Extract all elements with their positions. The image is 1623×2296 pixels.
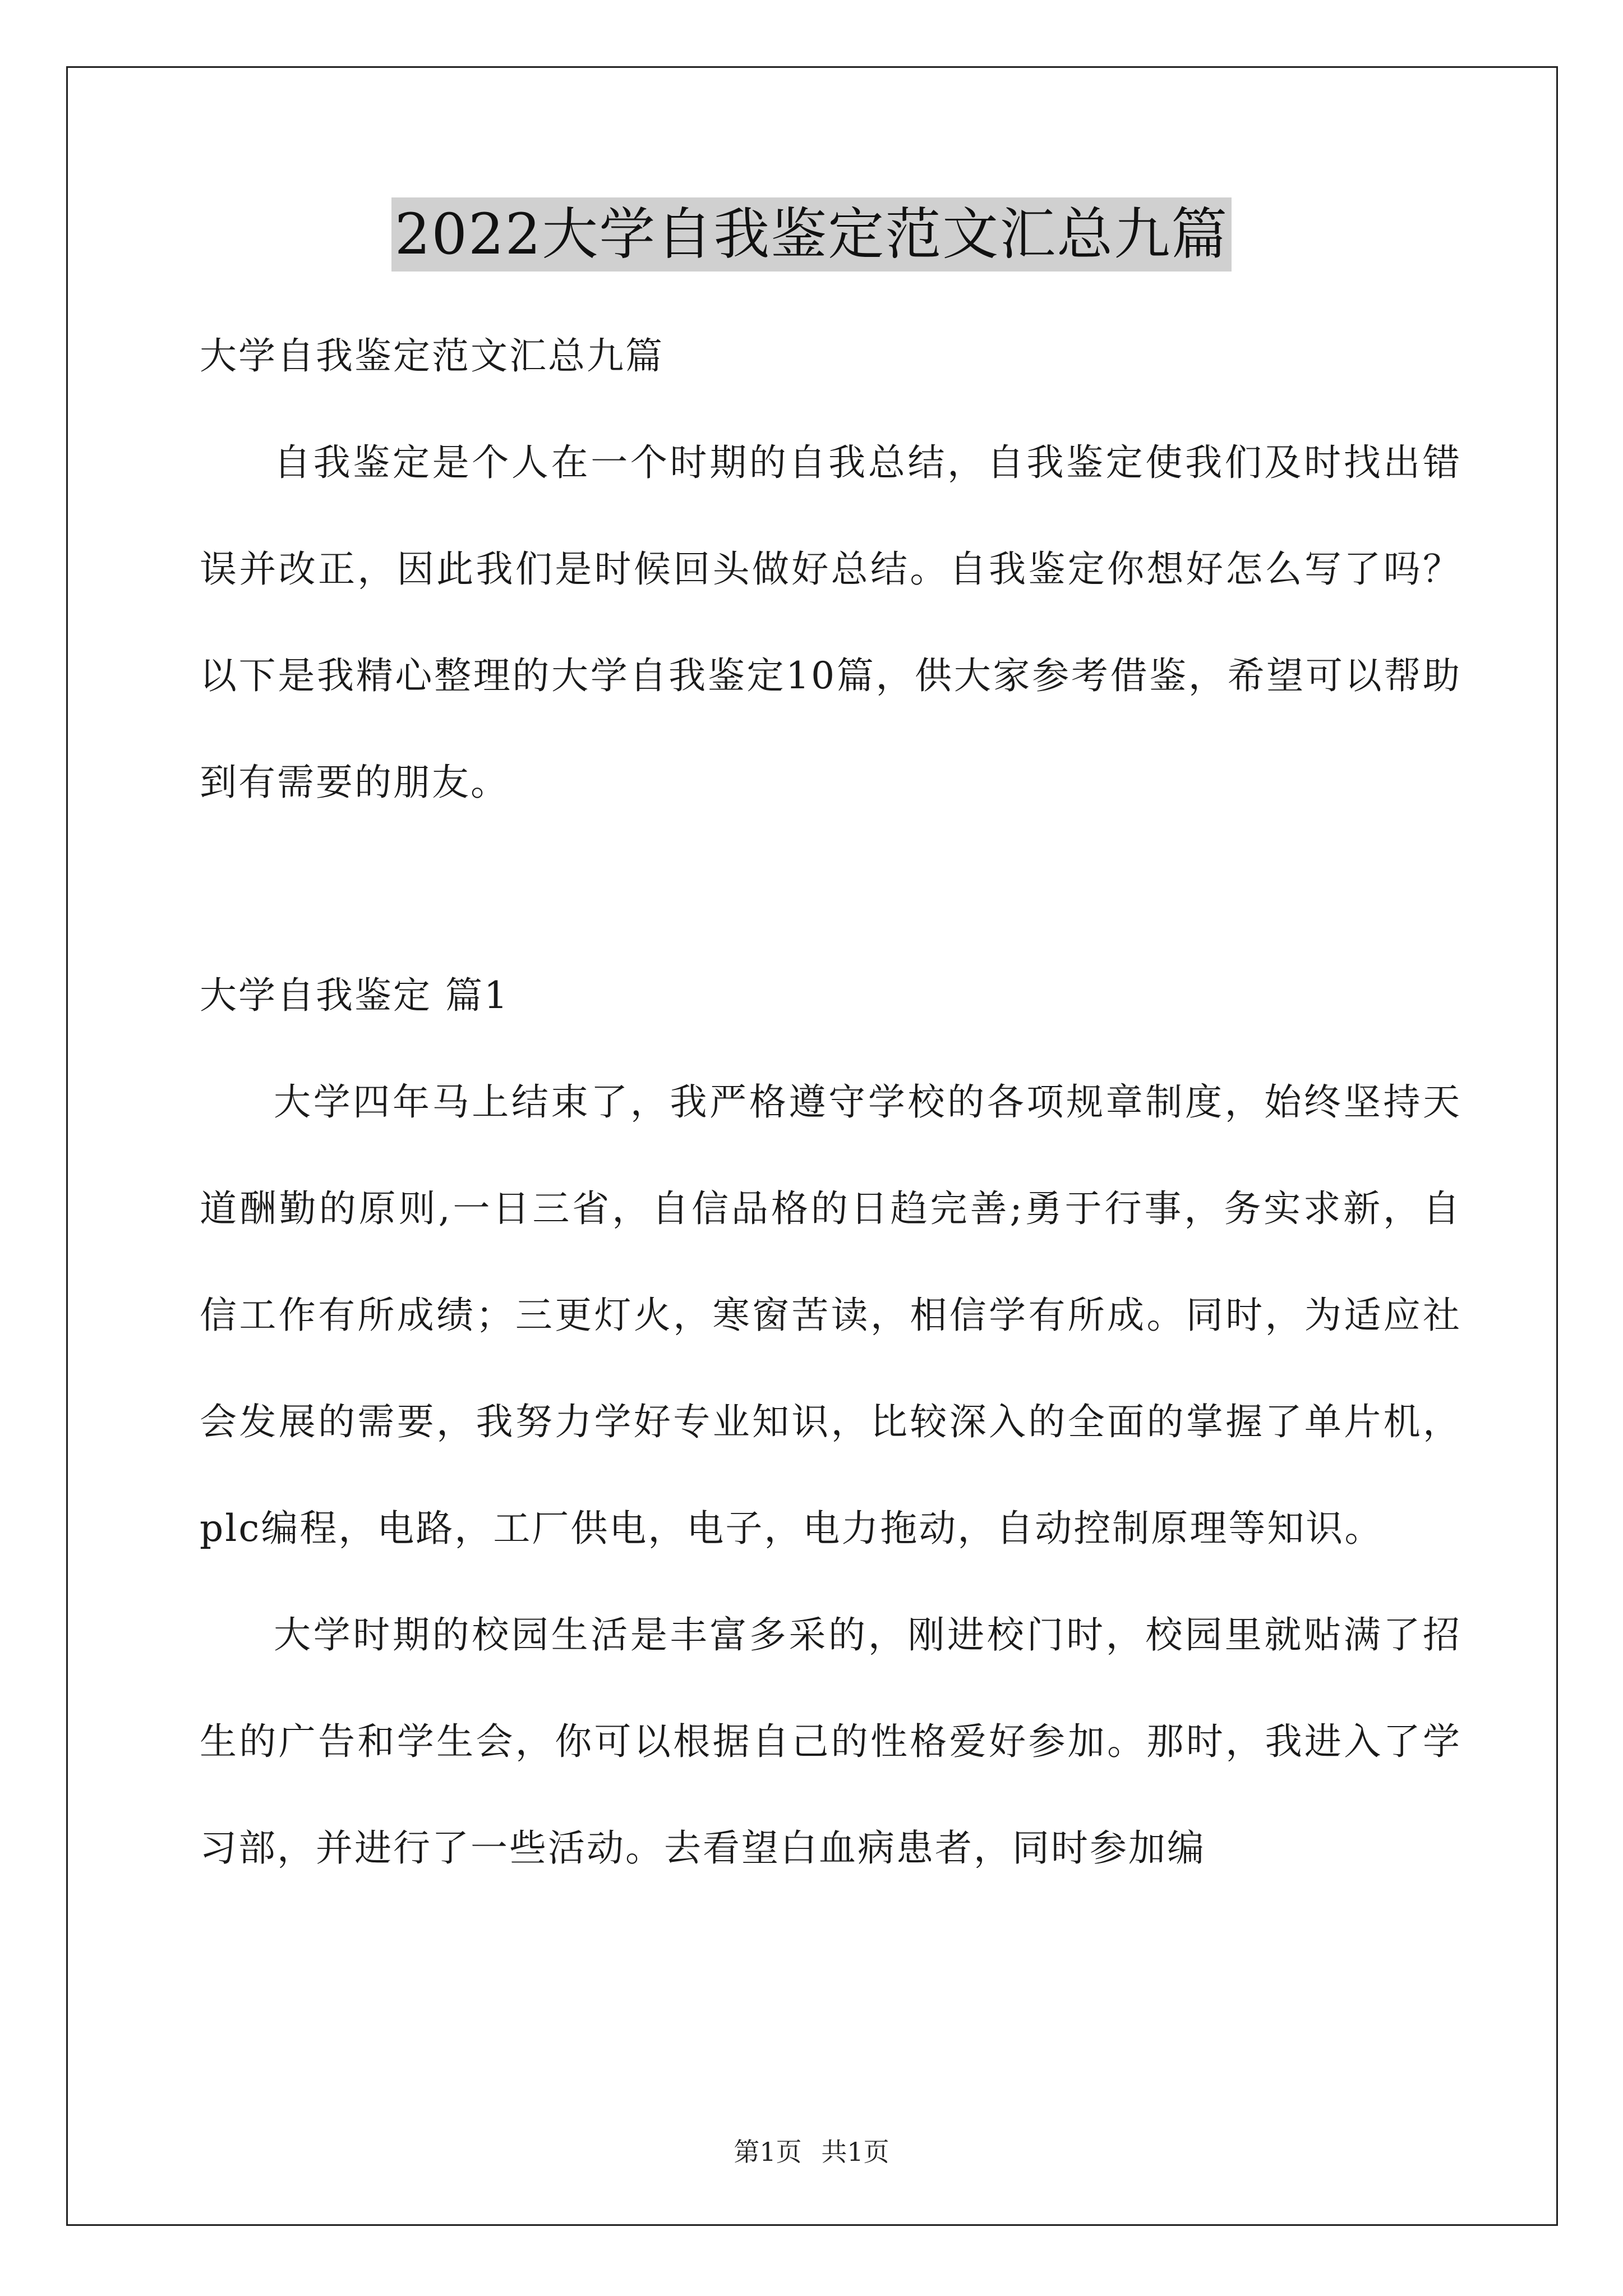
document-body: [200, 303, 1461, 1902]
page-footer: [0, 2132, 1623, 2169]
title-container: [0, 197, 1623, 272]
document-title: 2022大学自我鉴定范文汇总九篇: [391, 197, 1232, 272]
page-total: 共1页: [821, 2137, 889, 2167]
section-spacer: [200, 836, 1461, 942]
intro-paragraph: 自我鉴定是个人在一个时期的自我总结，自我鉴定使我们及时找出错误并改正，因此我们是时候回头做好总结。自我鉴定你想好怎么写了吗？以下是我精心整理的大学自我鉴定10篇，供大家参考借鉴，希望可以帮助到有需要的朋友。: [200, 441, 1461, 804]
body-paragraph: 大学时期的校园生活是丰富多采的，刚进校门时，校园里就贴满了招生的广告和学生会，你可以根据自己的性格爱好参加。那时，我进入了学习部，并进行了一些活动。去看望白血病患者，同时参加编: [200, 1613, 1461, 1870]
page-number: 第1页: [734, 2137, 802, 2167]
document-subtitle: 大学自我鉴定范文汇总九篇: [200, 334, 664, 378]
section-heading: 大学自我鉴定 篇1: [200, 974, 509, 1017]
body-paragraph: 大学四年马上结束了，我严格遵守学校的各项规章制度，始终坚持天道酬勤的原则,一日三省，自信品格的日趋完善;勇于行事，务实求新，自信工作有所成绩；三更灯火，寒窗苦读，相信学有所成。同时，为适应社会发展的需要，我努力学好专业知识，比较深入的全面的掌握了单片机，plc编程，电路，工厂供电，电子，电力拖动，自动控制原理等知识。: [200, 1080, 1461, 1550]
